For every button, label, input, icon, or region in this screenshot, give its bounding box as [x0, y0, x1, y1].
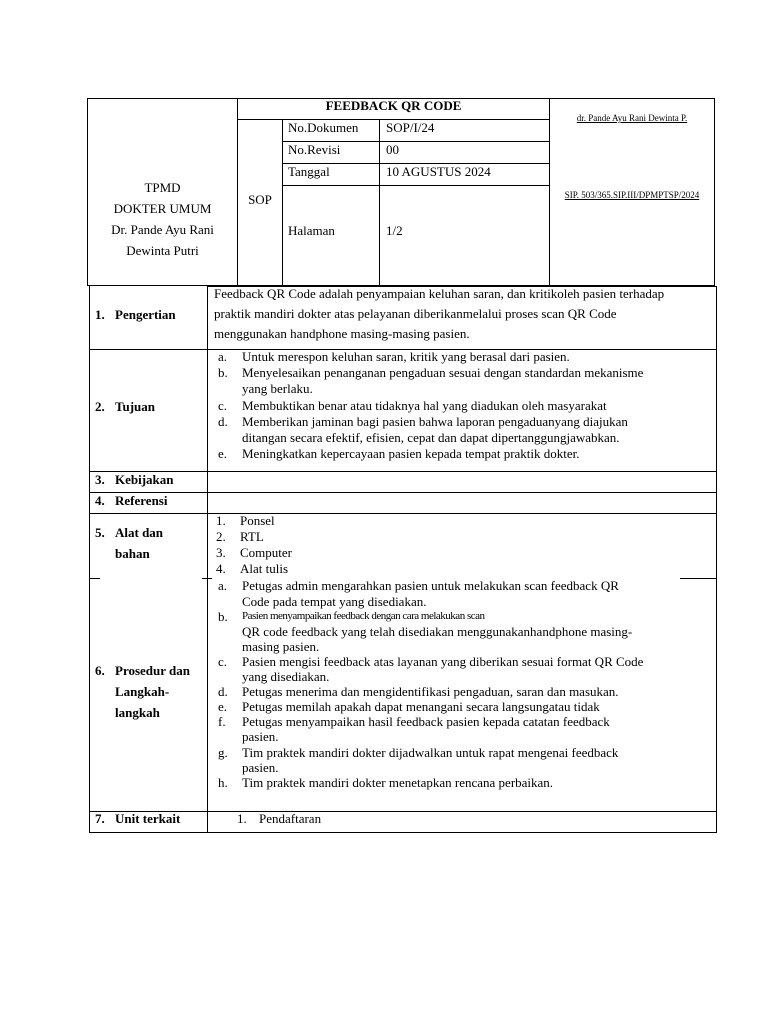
list-text: Pendaftaran — [259, 811, 322, 826]
org-line: TPMD — [144, 180, 181, 195]
list-marker: 1. — [237, 811, 247, 826]
list-text: Petugas menyampaikan hasil feedback pasien kepada catatan feedback — [242, 714, 610, 729]
list-marker: b. — [218, 609, 228, 624]
section-number: 2. — [95, 399, 105, 414]
section-label: Pengertian — [115, 307, 176, 322]
list-text: Computer — [240, 545, 292, 560]
section-label: Langkah- — [115, 684, 170, 699]
document-title: FEEDBACK QR CODE — [325, 98, 462, 113]
org-line: Dewinta Putri — [126, 243, 199, 258]
section-number: 3. — [95, 472, 105, 487]
list-text: Membuktikan benar atau tidaknya hal yang diadukan oleh masyarakat — [242, 398, 607, 413]
list-marker: f. — [218, 714, 226, 729]
list-marker: h. — [218, 775, 228, 790]
list-marker: 1. — [216, 513, 226, 528]
list-marker: c. — [218, 654, 228, 669]
section-number: 6. — [95, 663, 105, 678]
section-label: Unit terkait — [115, 811, 181, 826]
list-text: Tim praktek mandiri dokter menetapkan rencana perbaikan. — [242, 775, 554, 790]
section-label: bahan — [115, 546, 150, 561]
field-label-halaman: Halaman — [288, 223, 335, 238]
list-text: RTL — [240, 529, 264, 544]
field-value-halaman: 1/2 — [386, 223, 403, 238]
field-label-tanggal: Tanggal — [288, 164, 330, 179]
list-text: Code pada tempat yang disediakan. — [242, 594, 427, 609]
list-text: Untuk merespon keluhan saran, kritik yang berasal dari pasien. — [242, 349, 570, 364]
list-text: Petugas menerima dan mengidentifikasi pengaduan, saran dan masukan. — [242, 684, 619, 699]
org-line: Dr. Pande Ayu Rani — [111, 222, 214, 237]
list-text: QR code feedback yang telah disediakan menggunakanhandphone masing- — [242, 624, 633, 639]
list-text: Petugas admin mengarahkan pasien untuk melakukan scan feedback QR — [242, 578, 619, 593]
list-text: Memberikan jaminan bagi pasien bahwa laporan pengaduanyang diajukan — [242, 414, 628, 429]
list-marker: c. — [218, 398, 228, 413]
list-text: Tim praktek mandiri dokter dijadwalkan untuk rapat mengenai feedback — [242, 745, 619, 760]
doctor-name: dr. Pande Ayu Rani Dewinta P. — [576, 113, 688, 123]
list-text: Meningkatkan kepercayaan pasien kepada tempat praktik dokter. — [242, 446, 580, 461]
pengertian-line: Feedback QR Code adalah penyampaian keluhan saran, dan kritikoleh pasien terhadap — [214, 286, 665, 301]
list-text: pasien. — [242, 729, 279, 744]
section-label: langkah — [115, 705, 160, 720]
section-label: Prosedur dan — [115, 663, 191, 678]
section-label: Kebijakan — [115, 472, 174, 487]
list-text: pasien. — [242, 760, 279, 775]
pengertian-line: praktik mandiri dokter atas pelayanan diberikanmelalui proses scan QR Code — [214, 306, 617, 321]
section-label: Alat dan — [115, 525, 164, 540]
list-marker: d. — [218, 414, 228, 429]
list-text: Ponsel — [240, 513, 275, 528]
list-marker: 3. — [216, 545, 226, 560]
section-number: 5. — [95, 525, 105, 540]
section-number: 7. — [95, 811, 105, 826]
section-label: Referensi — [115, 493, 168, 508]
list-text: Pasien mengisi feedback atas layanan yang diberikan sesuai format QR Code — [242, 654, 644, 669]
list-marker: d. — [218, 684, 228, 699]
list-text: yang disediakan. — [242, 669, 330, 684]
list-marker: a. — [218, 578, 228, 593]
list-marker: 4. — [216, 561, 226, 576]
section-label: Tujuan — [115, 399, 155, 414]
org-line: DOKTER UMUM — [113, 201, 212, 216]
field-value-tanggal: 10 AGUSTUS 2024 — [386, 164, 491, 179]
list-marker: e. — [218, 446, 228, 461]
list-text: Alat tulis — [240, 561, 289, 576]
list-text: Pasien menyampaikan feedback dengan cara melakukan scan — [242, 610, 485, 622]
pengertian-line: menggunakan handphone masing-masing pasien. — [214, 326, 470, 341]
list-marker: a. — [218, 349, 228, 364]
field-label-no-dokumen: No.Dokumen — [288, 120, 359, 135]
field-value-no-revisi: 00 — [386, 142, 399, 157]
list-marker: e. — [218, 699, 228, 714]
section-number: 4. — [95, 493, 105, 508]
field-value-no-dokumen: SOP/I/24 — [386, 120, 435, 135]
sip-number: SIP. 503/365.SIP.III/DPMPTSP/2024 — [564, 190, 700, 200]
list-marker: 2. — [216, 529, 226, 544]
field-label-no-revisi: No.Revisi — [288, 142, 341, 157]
list-text: yang berlaku. — [242, 381, 313, 396]
list-text: Menyelesaikan penanganan pengaduan sesuai dengan standardan mekanisme — [242, 365, 644, 380]
sop-label: SOP — [248, 192, 272, 207]
list-text: masing pasien. — [242, 639, 320, 654]
list-text: Petugas memilah apakah dapat menangani secara langsungatau tidak — [242, 699, 600, 714]
section-number: 1. — [95, 307, 105, 322]
list-marker: b. — [218, 365, 228, 380]
list-marker: g. — [218, 745, 228, 760]
list-text: ditangan secara efektif, efisien, cepat dan dapat dipertanggungjawabkan. — [242, 430, 620, 445]
